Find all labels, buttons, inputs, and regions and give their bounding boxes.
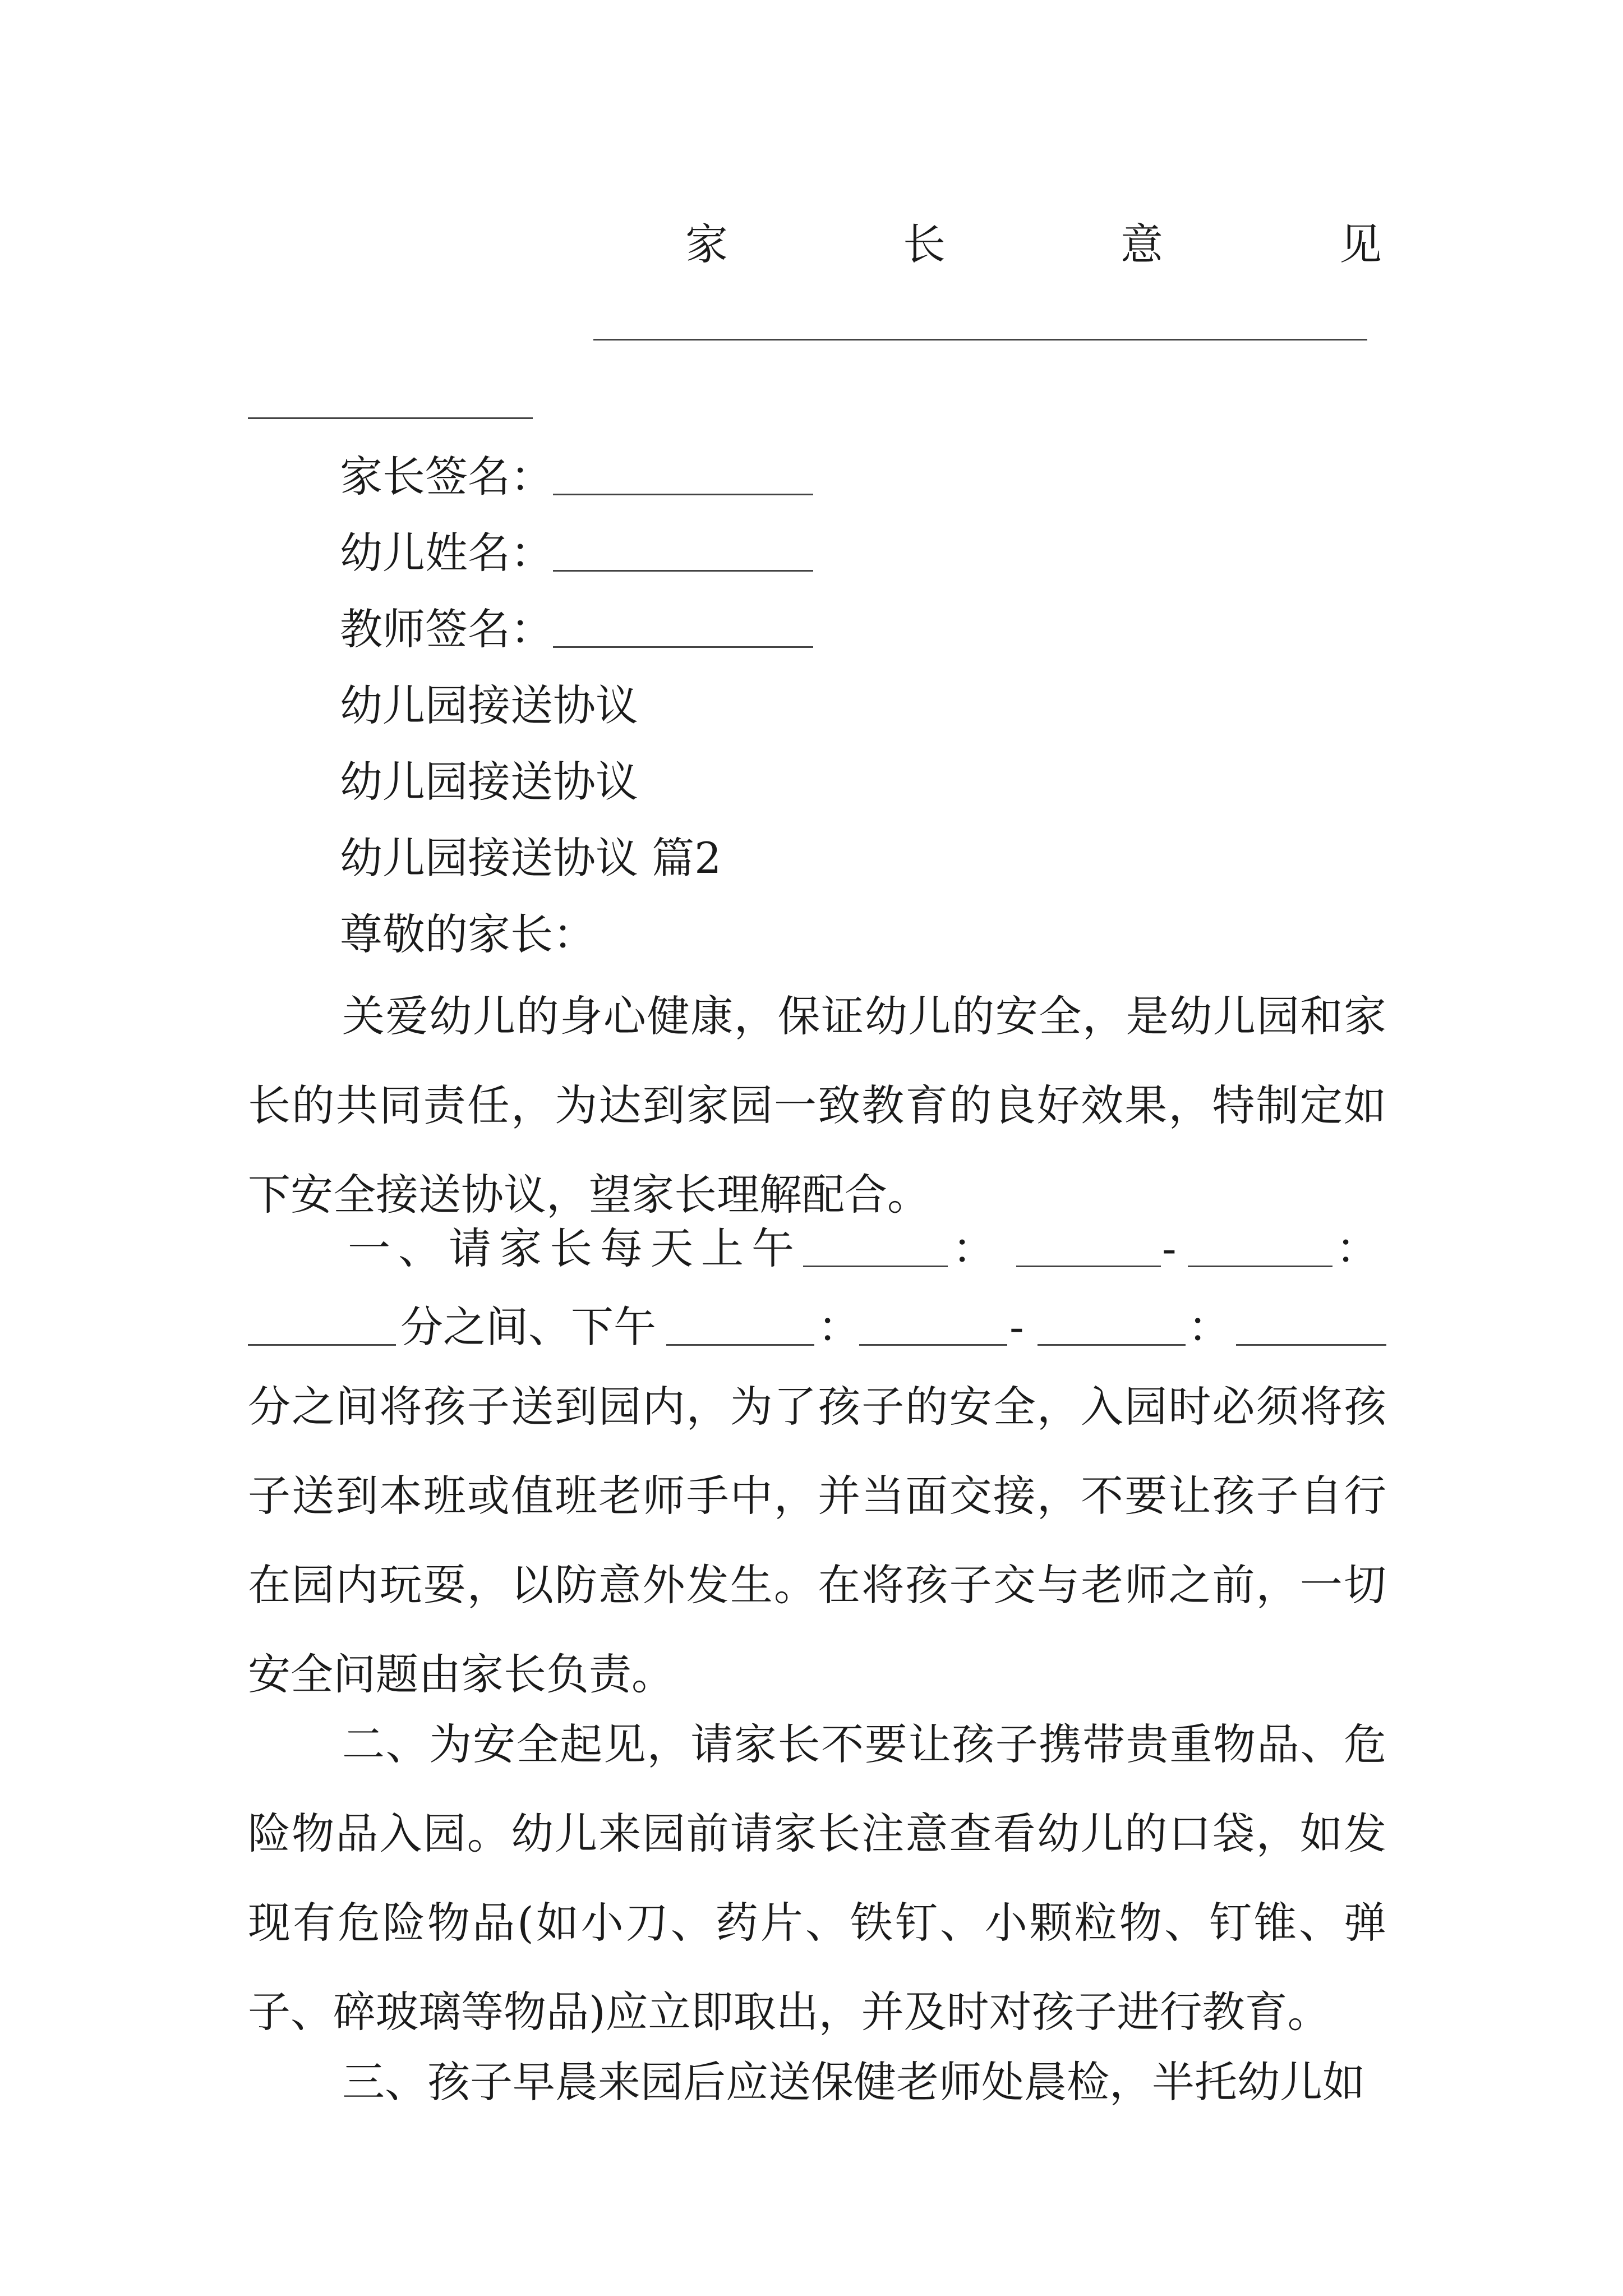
afternoon-colon-2: ： <box>1188 1302 1230 1352</box>
morning-start-minute-blank <box>1016 1266 1161 1267</box>
heading-char-1: 家 <box>685 219 728 269</box>
heading-char-3: 意 <box>1121 219 1163 269</box>
parent-signature-blank <box>553 494 813 495</box>
afternoon-start-minute-blank <box>859 1344 1007 1346</box>
intro-paragraph: 关爱幼儿的身心健康，保证幼儿的安全，是幼儿园和家长的共同责任，为达到家园一致教育的良好效果，特制定如下安全接送协议，望家长理解配合。 <box>248 991 1386 1220</box>
afternoon-start-hour-blank <box>666 1344 814 1346</box>
child-name-label: 幼儿姓名： <box>340 528 553 578</box>
morning-end-hour-blank <box>1188 1266 1332 1267</box>
clause1-body: 分之间将孩子送到园内，为了孩子的安全，入园时必须将孩子送到本班或值班老师手中，并当面交接，不要让孩子自行在园内玩耍，以防意外发生。在将孩子交与老师之前，一切安全问题由家长负责。 <box>248 1382 1386 1699</box>
clause2-paragraph: 二、为安全起见，请家长不要让孩子携带贵重物品、危险物品入园。幼儿来园前请家长注意查看幼儿的口袋，如发现有危险物品(如小刀、药片、铁钉、小颗粒物、钉锥、弹子、碎玻璃等物品)应立即取出，并及时对孩子进行教育。 <box>248 1719 1386 2037</box>
clause1-time-row-1 <box>248 1221 1386 1277</box>
title-line-2: 幼儿园接送协议 <box>340 757 638 807</box>
teacher-signature-blank <box>553 646 813 648</box>
morning-colon-1: ： <box>952 1223 995 1273</box>
opinion-blank-line-1 <box>593 339 1367 341</box>
opinion-blank-line-2 <box>248 417 533 419</box>
clause1-prefix: 一、请家长每天上午 <box>348 1223 802 1273</box>
title-line-1: 幼儿园接送协议 <box>340 680 638 730</box>
clause1-mid: 分之间、下午 <box>400 1302 656 1352</box>
teacher-signature-label: 教师签名： <box>340 604 553 654</box>
afternoon-end-minute-blank <box>1236 1344 1386 1346</box>
morning-end-minute-blank <box>248 1344 396 1346</box>
greeting: 尊敬的家长： <box>340 909 596 959</box>
heading-char-2: 长 <box>903 219 946 269</box>
afternoon-colon-1: ： <box>818 1302 860 1352</box>
morning-dash: - <box>1162 1223 1177 1273</box>
afternoon-end-hour-blank <box>1038 1344 1186 1346</box>
child-name-blank <box>553 570 813 572</box>
morning-start-hour-blank <box>803 1266 948 1267</box>
clause3-paragraph: 三、孩子早晨来园后应送保健老师处晨检，半托幼儿如 <box>342 2057 1365 2107</box>
afternoon-dash: - <box>1009 1302 1024 1352</box>
clause1-time-row-2 <box>248 1299 1386 1355</box>
title-line-3: 幼儿园接送协议 篇2 <box>340 833 722 883</box>
heading-char-4: 见 <box>1339 219 1382 269</box>
morning-colon-2: ： <box>1336 1223 1378 1273</box>
parent-signature-label: 家长签名： <box>340 452 553 501</box>
